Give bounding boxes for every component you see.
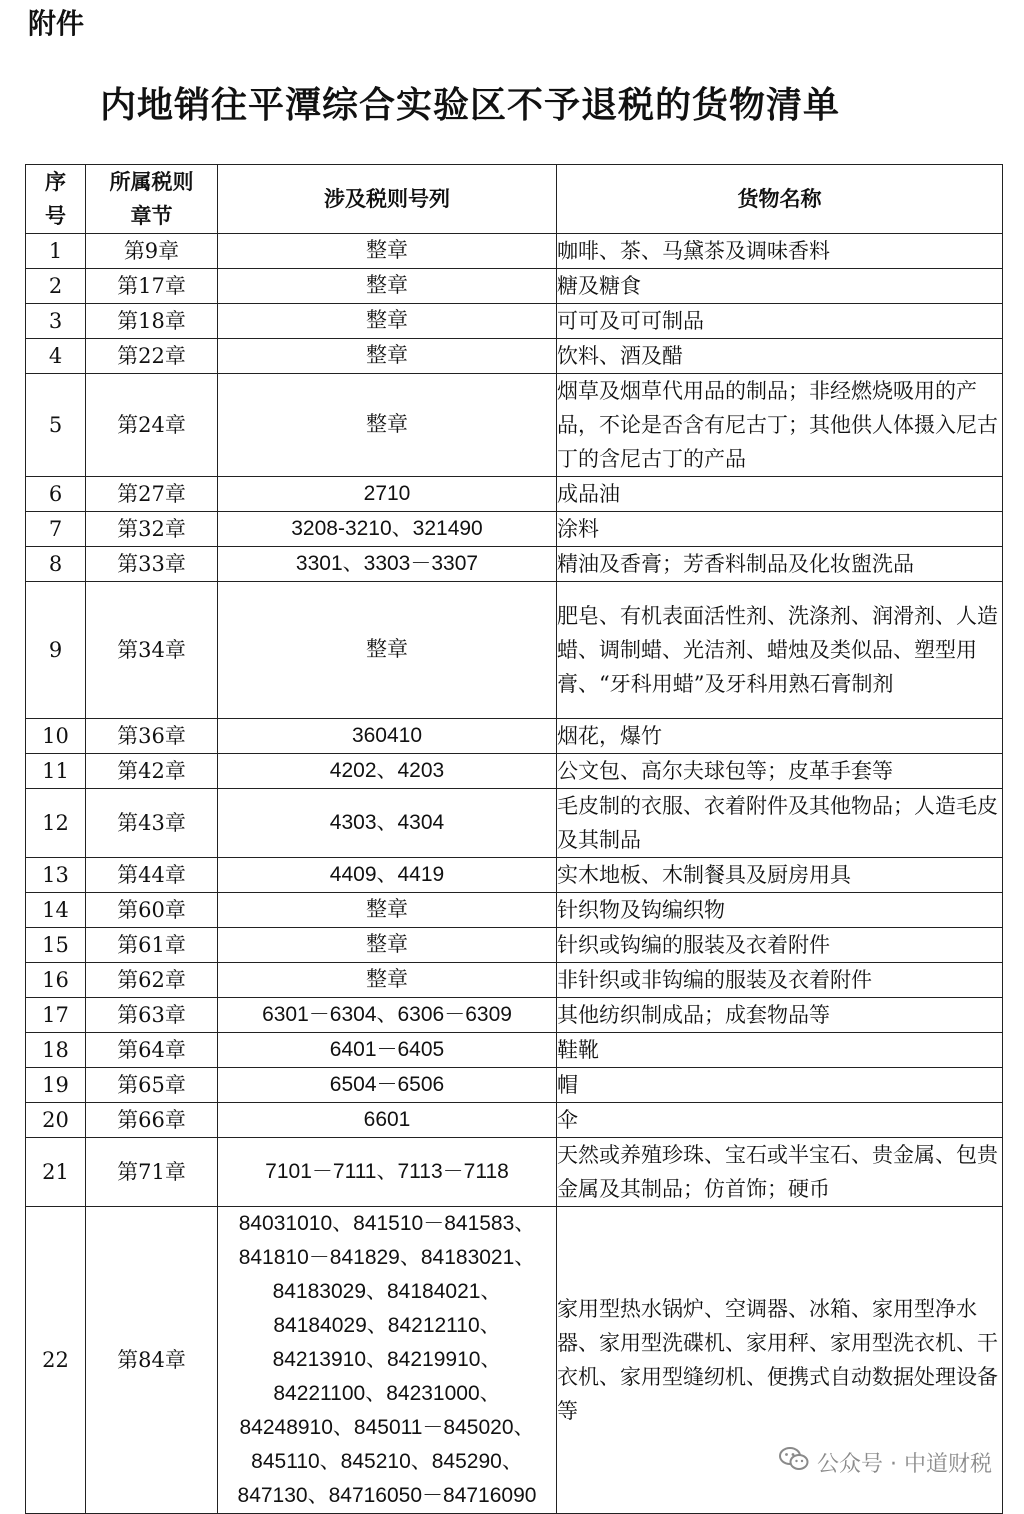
row-chapter: 第24章 bbox=[86, 374, 218, 477]
row-chapter: 第9章 bbox=[86, 234, 218, 269]
row-goods-name: 公文包、高尔夫球包等；皮革手套等 bbox=[557, 754, 1003, 789]
row-chapter: 第65章 bbox=[86, 1068, 218, 1103]
row-chapter: 第36章 bbox=[86, 719, 218, 754]
table-row bbox=[26, 269, 1003, 304]
row-chapter: 第17章 bbox=[86, 269, 218, 304]
row-number: 8 bbox=[26, 547, 86, 582]
table-row bbox=[26, 893, 1003, 928]
row-tariff-codes: 3301、3303－3307 bbox=[218, 547, 557, 582]
row-goods-name: 肥皂、有机表面活性剂、洗涤剂、润滑剂、人造蜡、调制蜡、光洁剂、蜡烛及类似品、塑型用膏、“牙科用蜡”及牙科用熟石膏制剂 bbox=[557, 582, 1003, 719]
watermark-text: 公众号 · 中道财税 bbox=[817, 1451, 992, 1477]
row-goods-name: 帽 bbox=[557, 1068, 1003, 1103]
table-row bbox=[26, 928, 1003, 963]
row-number: 22 bbox=[26, 1207, 86, 1514]
row-tariff-codes: 6504－6506 bbox=[218, 1068, 557, 1103]
row-chapter: 第62章 bbox=[86, 963, 218, 998]
row-number: 17 bbox=[26, 998, 86, 1033]
row-goods-name: 实木地板、木制餐具及厨房用具 bbox=[557, 858, 1003, 893]
row-chapter: 第22章 bbox=[86, 339, 218, 374]
row-number: 7 bbox=[26, 512, 86, 547]
row-tariff-codes: 4202、4203 bbox=[218, 754, 557, 789]
row-chapter: 第61章 bbox=[86, 928, 218, 963]
row-tariff-codes: 整章 bbox=[218, 269, 557, 304]
row-tariff-codes: 整章 bbox=[218, 582, 557, 719]
attachment-label: 附件 bbox=[28, 7, 85, 40]
row-goods-name: 饮料、酒及醋 bbox=[557, 339, 1003, 374]
table-row bbox=[26, 304, 1003, 339]
table-row bbox=[26, 998, 1003, 1033]
row-goods-name: 可可及可可制品 bbox=[557, 304, 1003, 339]
row-goods-name: 非针织或非钩编的服装及衣着附件 bbox=[557, 963, 1003, 998]
row-number: 13 bbox=[26, 858, 86, 893]
row-number: 11 bbox=[26, 754, 86, 789]
table-row bbox=[26, 234, 1003, 269]
table-row bbox=[26, 582, 1003, 719]
row-goods-name: 精油及香膏；芳香料制品及化妆盥洗品 bbox=[557, 547, 1003, 582]
table-row bbox=[26, 789, 1003, 858]
row-number: 4 bbox=[26, 339, 86, 374]
row-number: 2 bbox=[26, 269, 86, 304]
row-number: 14 bbox=[26, 893, 86, 928]
row-number: 16 bbox=[26, 963, 86, 998]
wechat-icon bbox=[779, 1446, 809, 1478]
row-chapter: 第63章 bbox=[86, 998, 218, 1033]
table-row bbox=[26, 1068, 1003, 1103]
row-goods-name: 伞 bbox=[557, 1103, 1003, 1138]
row-tariff-codes: 6601 bbox=[218, 1103, 557, 1138]
row-chapter: 第42章 bbox=[86, 754, 218, 789]
row-tariff-codes: 整章 bbox=[218, 893, 557, 928]
row-goods-name: 烟花，爆竹 bbox=[557, 719, 1003, 754]
row-chapter: 第60章 bbox=[86, 893, 218, 928]
row-chapter: 第18章 bbox=[86, 304, 218, 339]
row-number: 3 bbox=[26, 304, 86, 339]
column-header-no: 序号 bbox=[26, 165, 86, 234]
row-tariff-codes: 360410 bbox=[218, 719, 557, 754]
row-number: 9 bbox=[26, 582, 86, 719]
row-number: 12 bbox=[26, 789, 86, 858]
table-row bbox=[26, 963, 1003, 998]
watermark bbox=[779, 1446, 992, 1478]
row-goods-name: 咖啡、茶、马黛茶及调味香料 bbox=[557, 234, 1003, 269]
row-goods-name: 家用型热水锅炉、空调器、冰箱、家用型净水器、家用型洗碟机、家用秤、家用型洗衣机、干衣机、家用型缝纫机、便携式自动数据处理设备等 bbox=[557, 1207, 1003, 1514]
row-goods-name: 毛皮制的衣服、衣着附件及其他物品；人造毛皮及其制品 bbox=[557, 789, 1003, 858]
row-tariff-codes: 整章 bbox=[218, 234, 557, 269]
row-chapter: 第43章 bbox=[86, 789, 218, 858]
column-header-chapter: 所属税则章节 bbox=[86, 165, 218, 234]
table-header-row bbox=[26, 165, 1003, 234]
table-row bbox=[26, 512, 1003, 547]
row-goods-name: 天然或养殖珍珠、宝石或半宝石、贵金属、包贵金属及其制品；仿首饰；硬币 bbox=[557, 1138, 1003, 1207]
row-tariff-codes: 2710 bbox=[218, 477, 557, 512]
row-number: 5 bbox=[26, 374, 86, 477]
row-goods-name: 其他纺织制成品；成套物品等 bbox=[557, 998, 1003, 1033]
row-goods-name: 鞋靴 bbox=[557, 1033, 1003, 1068]
page-title: 内地销往平潭综合实验区不予退税的货物清单 bbox=[99, 85, 840, 126]
table-row bbox=[26, 374, 1003, 477]
row-tariff-codes: 84031010、841510－841583、841810－841829、84183021、84183029、84184021、84184029、84212110、84213910、84219910、84221100、84231000、84248910、845011－845020、845110、845210、845290、847130、84716050－84716090 bbox=[218, 1207, 557, 1514]
table-row bbox=[26, 754, 1003, 789]
row-number: 6 bbox=[26, 477, 86, 512]
row-tariff-codes: 整章 bbox=[218, 374, 557, 477]
table-row bbox=[26, 1138, 1003, 1207]
row-tariff-codes: 整章 bbox=[218, 963, 557, 998]
table-row bbox=[26, 477, 1003, 512]
row-chapter: 第44章 bbox=[86, 858, 218, 893]
row-goods-name: 涂料 bbox=[557, 512, 1003, 547]
row-tariff-codes: 6401－6405 bbox=[218, 1033, 557, 1068]
column-header-goods: 货物名称 bbox=[557, 165, 1003, 234]
row-number: 21 bbox=[26, 1138, 86, 1207]
row-chapter: 第33章 bbox=[86, 547, 218, 582]
row-number: 18 bbox=[26, 1033, 86, 1068]
row-chapter: 第84章 bbox=[86, 1207, 218, 1514]
row-goods-name: 成品油 bbox=[557, 477, 1003, 512]
column-header-codes: 涉及税则号列 bbox=[218, 165, 557, 234]
row-chapter: 第34章 bbox=[86, 582, 218, 719]
row-chapter: 第71章 bbox=[86, 1138, 218, 1207]
row-goods-name: 针织物及钩编织物 bbox=[557, 893, 1003, 928]
row-tariff-codes: 整章 bbox=[218, 928, 557, 963]
row-tariff-codes: 3208-3210、321490 bbox=[218, 512, 557, 547]
table-body bbox=[26, 234, 1003, 1514]
table-row bbox=[26, 1033, 1003, 1068]
row-chapter: 第27章 bbox=[86, 477, 218, 512]
row-number: 15 bbox=[26, 928, 86, 963]
row-number: 20 bbox=[26, 1103, 86, 1138]
row-number: 10 bbox=[26, 719, 86, 754]
row-goods-name: 烟草及烟草代用品的制品；非经燃烧吸用的产品，不论是否含有尼古丁；其他供人体摄入尼古丁的含尼古丁的产品 bbox=[557, 374, 1003, 477]
row-chapter: 第66章 bbox=[86, 1103, 218, 1138]
row-chapter: 第64章 bbox=[86, 1033, 218, 1068]
table-row bbox=[26, 547, 1003, 582]
row-tariff-codes: 4303、4304 bbox=[218, 789, 557, 858]
row-tariff-codes: 4409、4419 bbox=[218, 858, 557, 893]
row-tariff-codes: 6301－6304、6306－6309 bbox=[218, 998, 557, 1033]
table-row bbox=[26, 1103, 1003, 1138]
table-row bbox=[26, 719, 1003, 754]
row-chapter: 第32章 bbox=[86, 512, 218, 547]
row-tariff-codes: 7101－7111、7113－7118 bbox=[218, 1138, 557, 1207]
row-number: 1 bbox=[26, 234, 86, 269]
row-goods-name: 糖及糖食 bbox=[557, 269, 1003, 304]
row-number: 19 bbox=[26, 1068, 86, 1103]
table-row bbox=[26, 858, 1003, 893]
row-tariff-codes: 整章 bbox=[218, 339, 557, 374]
row-goods-name: 针织或钩编的服装及衣着附件 bbox=[557, 928, 1003, 963]
table-row bbox=[26, 339, 1003, 374]
row-tariff-codes: 整章 bbox=[218, 304, 557, 339]
goods-table bbox=[25, 164, 1003, 1514]
